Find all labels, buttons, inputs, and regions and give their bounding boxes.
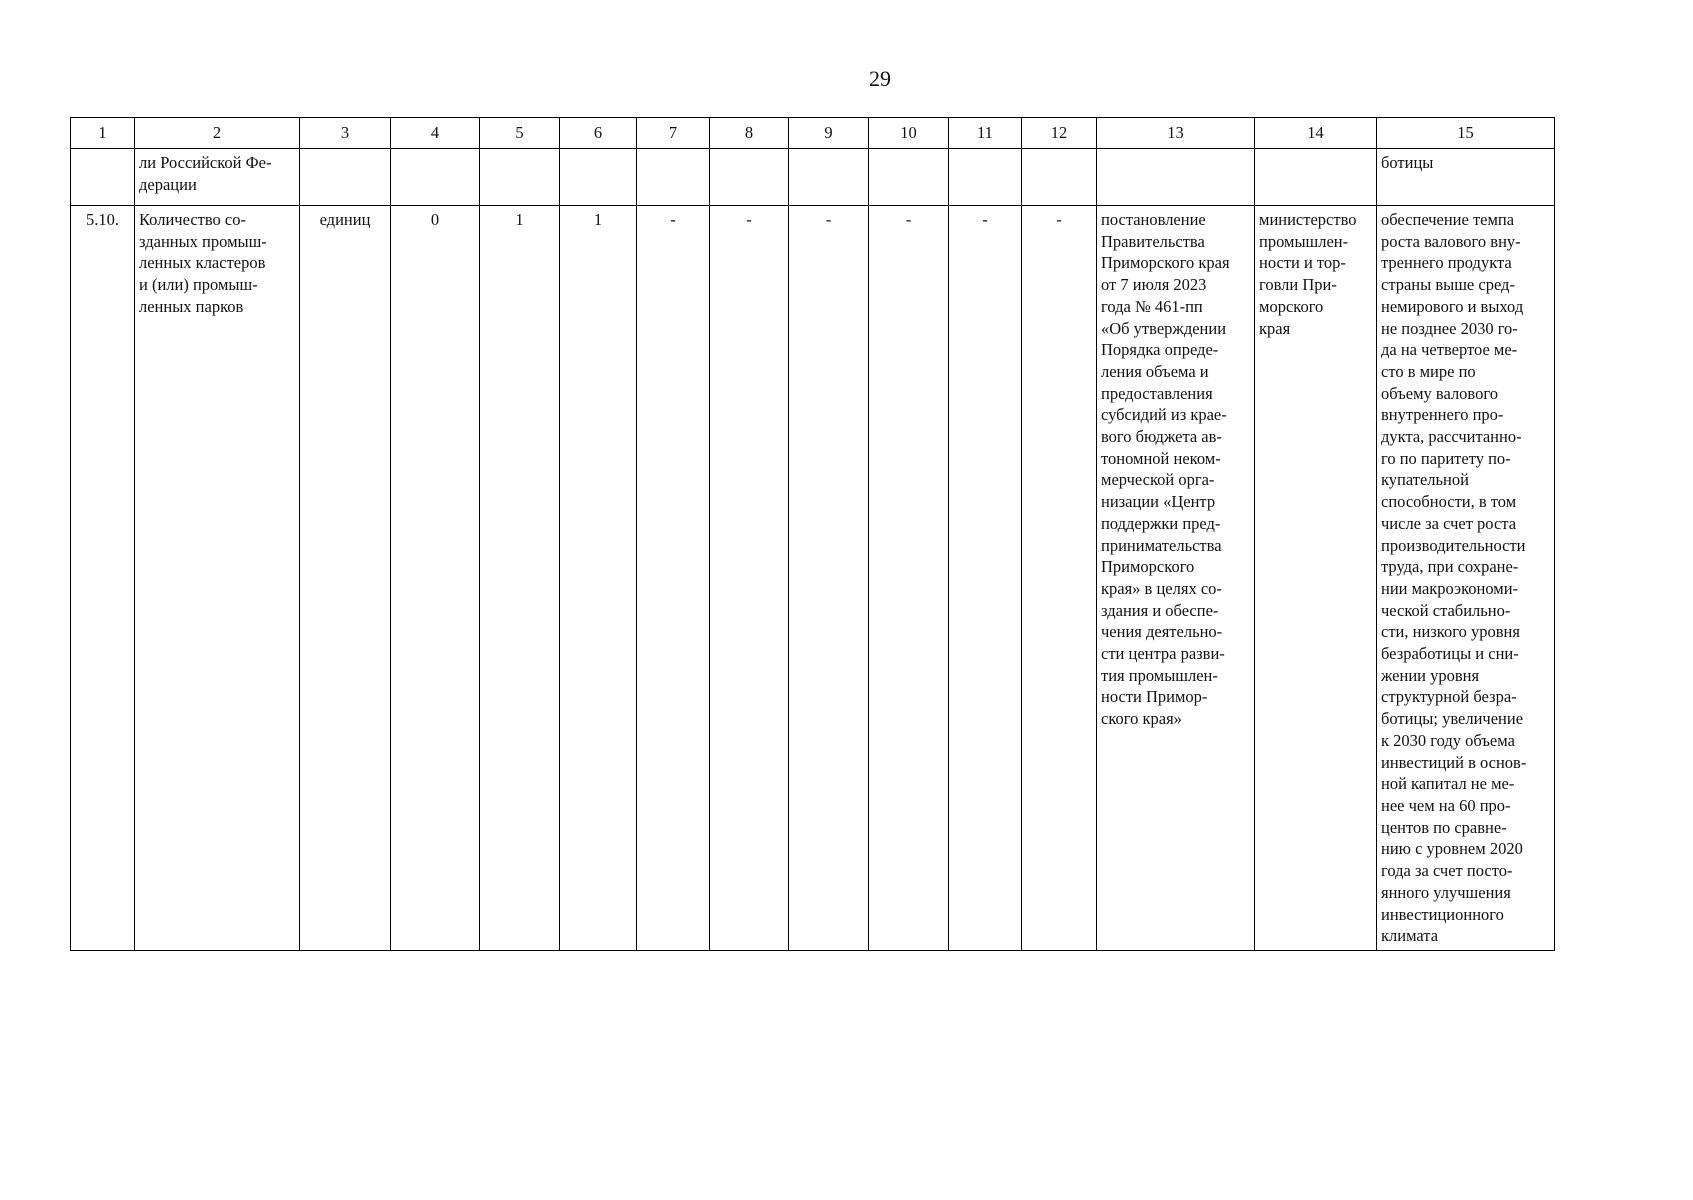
value-cell: - [789, 206, 869, 951]
item-number: 5.10. [71, 206, 135, 951]
column-header: 14 [1255, 118, 1377, 149]
column-header: 2 [135, 118, 300, 149]
column-header: 15 [1377, 118, 1555, 149]
value-cell: - [869, 206, 949, 951]
table-cell [637, 149, 710, 206]
table-cell [480, 149, 560, 206]
indicators-table [70, 117, 1555, 951]
table-cell [560, 149, 637, 206]
value-cell: - [637, 206, 710, 951]
value-cell: - [949, 206, 1022, 951]
table-cell [710, 149, 789, 206]
table-cell [1022, 149, 1097, 206]
column-header: 4 [391, 118, 480, 149]
column-header: 11 [949, 118, 1022, 149]
column-header: 1 [71, 118, 135, 149]
continuation-row [71, 149, 1555, 206]
unit-cell: единиц [300, 206, 391, 951]
table-cell [1097, 149, 1255, 206]
value-cell: 1 [560, 206, 637, 951]
column-header: 5 [480, 118, 560, 149]
column-header: 3 [300, 118, 391, 149]
table-cell [789, 149, 869, 206]
table-cell: ботицы [1377, 149, 1555, 206]
column-header: 12 [1022, 118, 1097, 149]
value-cell: 0 [391, 206, 480, 951]
table-cell [300, 149, 391, 206]
column-header: 8 [710, 118, 789, 149]
table-cell [71, 149, 135, 206]
table-cell: ли Российской Фе- дерации [135, 149, 300, 206]
column-number-row [71, 118, 1555, 149]
responsible-cell: министерство промышлен- ности и тор- говли При- морского края [1255, 206, 1377, 951]
indicator-name: Количество со- зданных промыш- ленных кластеров и (или) промыш- ленных парков [135, 206, 300, 951]
column-header: 9 [789, 118, 869, 149]
table-cell [391, 149, 480, 206]
table-row [71, 206, 1555, 951]
column-header: 7 [637, 118, 710, 149]
value-cell: - [710, 206, 789, 951]
table-cell [1255, 149, 1377, 206]
table-cell [949, 149, 1022, 206]
page-number: 29 [869, 66, 891, 91]
value-cell: - [1022, 206, 1097, 951]
legal-basis-cell: постановление Правительства Приморского края от 7 июля 2023 года № 461-пп «Об утверждении Порядка опреде- ления объема и предоставления субсидий из крае- вого бюджета ав- тономной неком- мерческой орга- низации «Центр поддержки пред- принимательства Приморского края» в целях со- здания и обеспе- чения деятельно- сти центра разви- тия промышлен- ности Примор- ского края» [1097, 206, 1255, 951]
column-header: 6 [560, 118, 637, 149]
column-header: 13 [1097, 118, 1255, 149]
column-header: 10 [869, 118, 949, 149]
table-cell [869, 149, 949, 206]
value-cell: 1 [480, 206, 560, 951]
goal-cell: обеспечение темпа роста валового вну- треннего продукта страны выше сред- немирового и выход не позднее 2030 го- да на четвертое ме- сто в мире по объему валового внутреннего про- дукта, рассчитанно- го по паритету по- купательной способности, в том числе за счет роста производительности труда, при сохране- нии макроэкономи- ческой стабильно- сти, низкого уровня безработицы и сни- жении уровня структурной безра- ботицы; увеличение к 2030 году объема инвестиций в основ- ной капитал не ме- нее чем на 60 про- центов по сравне- нию с уровнем 2020 года за счет посто- янного улучшения инвестиционного климата [1377, 206, 1555, 951]
